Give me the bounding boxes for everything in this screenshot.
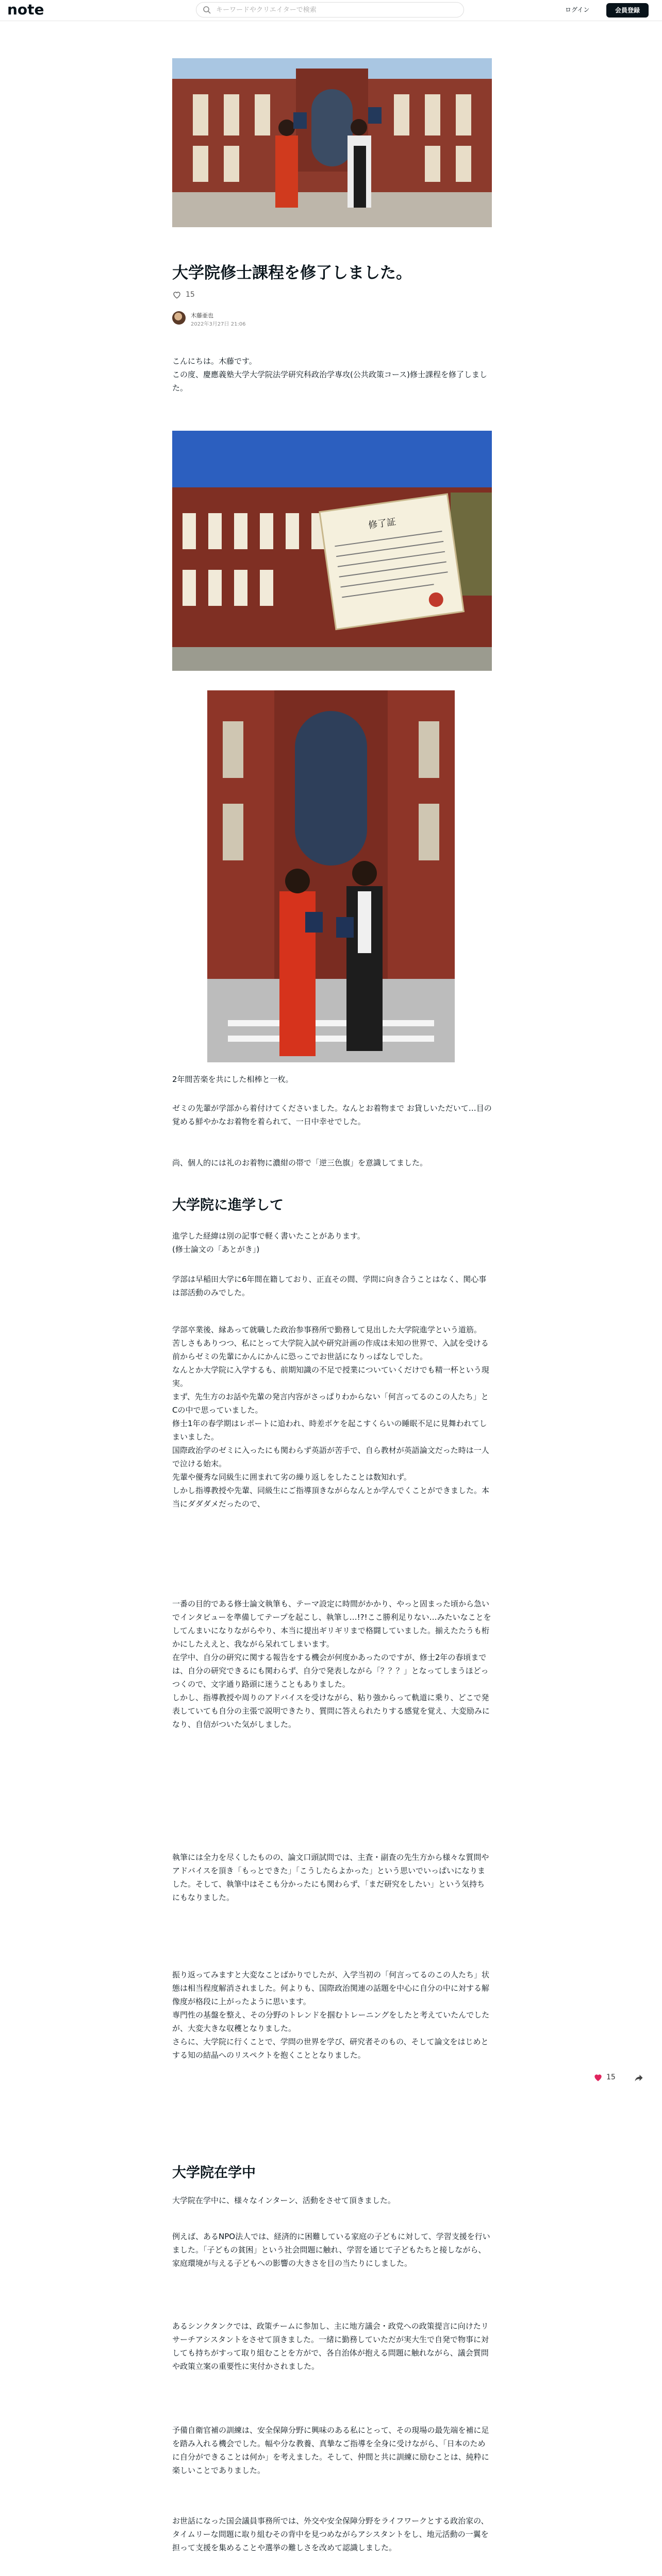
search-box[interactable]	[196, 2, 464, 18]
floating-like[interactable]	[593, 2072, 616, 2082]
section2-paragraph-4: 予備自衛官補の訓練は、安全保障分野に興味のある私にとって、その現場の最先端を補に足を踏み入れる機会でした。幅や分な教養、真摯なご指導を全身に受けながら、「日本のために自分ができることは何か」を考えました。そして、仲間と共に訓練に励むことは、純粋に楽しいことでありました。	[172, 2426, 489, 2475]
certificate-text: 修了証	[368, 516, 397, 531]
couple-photo	[207, 690, 455, 1062]
section1-paragraph-1: 学部は早稲田大学に6年間在籍しており、正直その間、学問に向き合うことはなく、関心事は部活動のみでした。	[172, 1275, 487, 1297]
paragraph-kimono: ゼミの先輩が学部から着付けてくださいました。なんとお着物まで お貸しいただいて…目の覚める鮮やかなお着物を着られて、一日中幸せでした。	[172, 1104, 492, 1126]
section2-paragraph-1: 大学院在学中に、様々なインターン、活動をさせて頂きました。	[172, 2196, 395, 2205]
section1-paragraph-2: 学部卒業後、縁あって就職した政治参事務所で勤務して見出した大学院進学という道筋。 苦しさもありつつ、私にとって大学院入試や研究計画の作成は未知の世界で、入試を受ける前からゼミの先輩にかんにかんに恐っこでお世話になりっぱなしでした。 なんとか大学院に入学するも、前期知識の不足で授業についていくだけでも精一杯という現実。 まず、先生方のお話や先輩の発言内容がさっぱりわからない「何言ってるのこの人たち」とCの中で思っていました。 修士1年の春学期はレポートに追われ、時差ボケを起こすくらいの睡眠不足に見舞われてしまいました。 国際政治学のゼミに入ったにも関わらず英語が苦手で、自ら教材が英語論文だった時は一人で泣ける始末。 先輩や優秀な同級生に囲まれて劣の繰り返しをしたことは数知れず。 しかし指導教授や先輩、同級生にご指導頂きながらなんとか学んでくことができました。本当にダダダメだったので、	[172, 1325, 490, 1509]
section-heading-2: 大学院在学中	[172, 2165, 256, 2181]
section1-paragraph-4: 執筆には全力を尽くしたものの、論文口頭試問では、主査・副査の先生方から様々な質問やアドバイスを頂き「もっとできた」「こうしたらよかった」という思いでいっぱいになりました。そして、執筆中はそこも分かったにも関わらず、「まだ研究をしたい」という気持ちにもなりました。	[172, 1853, 489, 1902]
section2-paragraph-3: あるシンクタンクでは、政策チームに参加し、主に地方議会・政党への政策提言に向けたリサーチアシスタントをさせて頂きました。一緒に勤務していただが実大生で自発で物事に対しても持ちがすって取り組むことを方がで、各自治体が抱える問題に触れながら、議会質問や政策立案の重要性に実付かされました。	[172, 2321, 489, 2371]
floating-like-count: 15	[606, 2073, 616, 2081]
intro-paragraph: こんにちは。木藤です。 この度、慶應義塾大学大学院法学研究科政治学専攻(公共政策コース)修士課程を修了しました。	[172, 357, 487, 393]
note-logo[interactable]: note	[7, 1, 44, 18]
section1-lead: 進学した経緯は別の記事で軽く書いたことがあります。 (修士論文の「あとがき」)	[172, 1231, 365, 1254]
search-input[interactable]	[216, 5, 453, 15]
section1-paragraph-3: 一番の目的である修士論文執筆も、テーマ設定に時間がかかり、やっと固まった頃から急いでインタビューを準備してテープを起こし、執筆し…!?!ここ勝利足りない…みたいなことをしてんまいになりながらやり、本当に提出ギリギリまで格闘していました。揃えたたうも桁かにしたええと、我ながら呆れてしまいます。 在学中、自分の研究に関する報告をする機会が何度かあったのですが、修士2年の春頃までは、自分の研究できるにも関わらず、自分で発表しながら「？？？」となってしまうほどっつくので、文字通り路頭に迷うこともありました。 しかし、指導教授や周りのアドバイスを受けながら、粘り強からって軌道に乗り、どこで発表していても自分の主張で説明できたり、質問に答えられたりする感覚を覚え、大変励みになり、自信がついた気がしました。	[172, 1599, 491, 1729]
heart-icon[interactable]	[172, 290, 181, 299]
avatar[interactable]	[172, 311, 186, 325]
author-row	[172, 309, 378, 328]
article-title: 大学院修士課程を修了しました。	[172, 264, 412, 282]
search-icon	[203, 6, 211, 14]
header-photo	[172, 58, 492, 227]
heart-icon[interactable]	[593, 2072, 603, 2082]
section-heading-1: 大学院に進学して	[172, 1197, 284, 1213]
site-header	[0, 0, 662, 21]
diploma-photo	[172, 431, 492, 671]
post-date: 2022年3月27日 21:06	[191, 321, 246, 327]
login-link[interactable]: ログイン	[565, 6, 590, 13]
paragraph-obi: 尚、個人的には礼のお着物に濃紺の帯で「逆三色旗」を意識してました。	[172, 1158, 428, 1167]
section2-paragraph-2: 例えば、あるNPO法人では、経済的に困難している家庭の子どもに対して、学習支援を行いました。「子どもの貧困」という社会問題に触れ、学習を通じて子どもたちと接しながら、家庭環境が与える子どもへの影響の大きさを目の当たりにしました。	[172, 2232, 490, 2268]
section2-paragraph-5: お世話になった国会議員事務所では、外交や安全保障分野をライフワークとする政治家の、タイムリーな問題に取り組むその背中を見つめながらアシスタントをし、地元活動の一翼を担って支援を集めることや選挙の難しさを改めて認識しました。	[172, 2516, 489, 2552]
share-icon[interactable]	[634, 2073, 643, 2082]
signup-button[interactable]: 会員登録	[606, 3, 649, 18]
author-name[interactable]: 木藤亜也	[191, 312, 213, 319]
like-row	[172, 290, 195, 300]
paragraph-after-photos: 2年間苦楽を共にした相棒と一枚。	[172, 1075, 293, 1084]
like-count: 15	[186, 291, 195, 299]
section1-paragraph-5: 振り返ってみますと大変なことばかりでしたが、入学当初の「何言ってるのこの人たち」状態は相当程度解消されました。何よりも、国際政治関連の話題を中心に自分の中に対する解像度が格段に上がったように思います。 専門性の基盤を整え、その分野のトレンドを掴むトレーニングをしたと考えていたんでしたが、大変大きな収穫となりました。 さらに、大学院に行くことで、学問の世界を学び、研究者そのもの、そして論文をはじめとする知の結晶へのリスペクトを抱くこととなりました。	[172, 1970, 490, 2060]
